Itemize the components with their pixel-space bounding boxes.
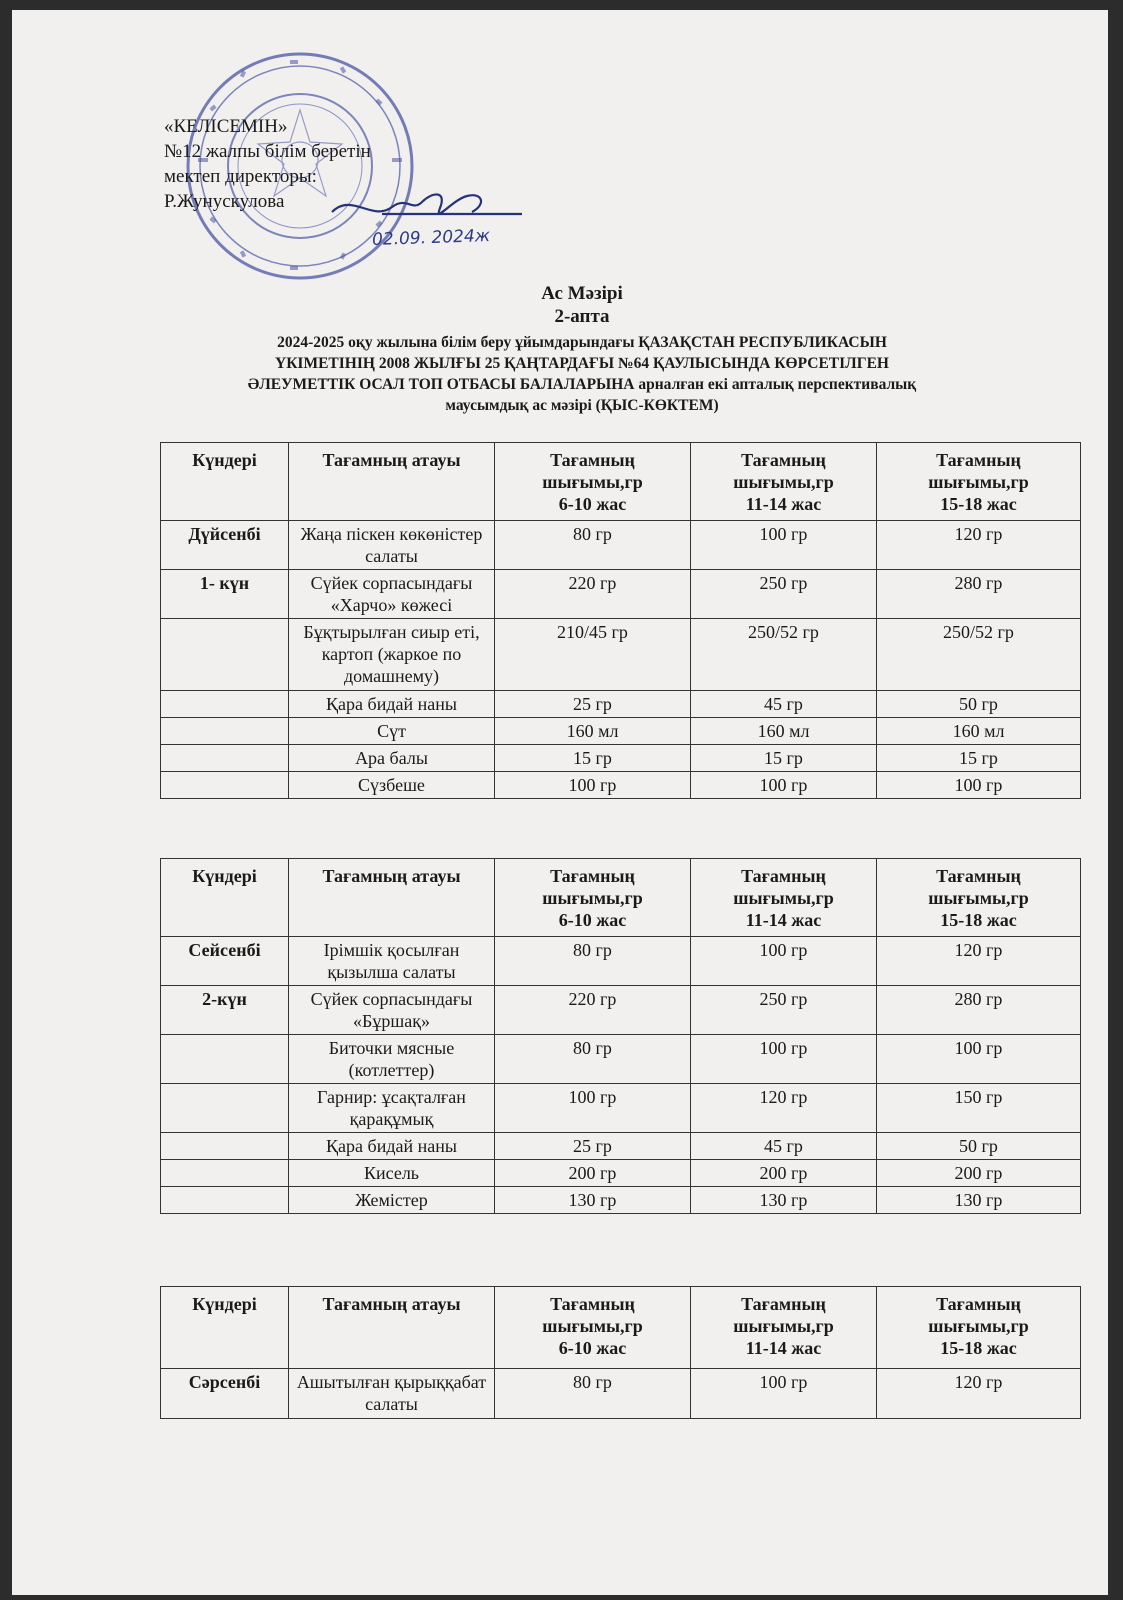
dish-cell: Гарнир: ұсақталған қарақұмық: [289, 1084, 495, 1133]
amount-15-18-cell: 280 гр: [877, 570, 1081, 619]
menu-table-day-3: [160, 1286, 1081, 1419]
amount-6-10-cell: 210/45 гр: [495, 619, 691, 691]
header-age-15-18: [877, 859, 1081, 937]
document-page: [12, 10, 1108, 1595]
amount-11-14-cell: 100 гр: [691, 772, 877, 799]
header-line: Тағамның: [550, 866, 635, 886]
amount-11-14-cell: 100 гр: [691, 1369, 877, 1419]
dish-cell: Ара балы: [289, 745, 495, 772]
amount-11-14-cell: 250 гр: [691, 570, 877, 619]
day-cell: [161, 772, 289, 799]
amount-11-14-cell: 45 гр: [691, 1133, 877, 1160]
subtitle-line-1: 2024-2025 оқу жылына білім беру ұйымдарындағы ҚАЗАҚСТАН РЕСПУБЛИКАСЫН: [277, 334, 887, 351]
header-line: Тағамның: [741, 1294, 826, 1314]
amount-15-18-cell: 200 гр: [877, 1160, 1081, 1187]
amount-11-14-cell: 160 мл: [691, 718, 877, 745]
header-age-15-18: [877, 443, 1081, 521]
dish-cell: Қара бидай наны: [289, 691, 495, 718]
table-row: [161, 718, 1081, 745]
header-age-11-14: [691, 443, 877, 521]
day-cell: [161, 1187, 289, 1214]
table-row: [161, 1035, 1081, 1084]
table-row: [161, 1133, 1081, 1160]
header-age-15-18: [877, 1287, 1081, 1369]
amount-15-18-cell: 150 гр: [877, 1084, 1081, 1133]
day-cell: [161, 619, 289, 691]
amount-15-18-cell: 100 гр: [877, 772, 1081, 799]
amount-11-14-cell: 15 гр: [691, 745, 877, 772]
amount-6-10-cell: 25 гр: [495, 1133, 691, 1160]
day-cell: [161, 1035, 289, 1084]
header-age-6-10: [495, 859, 691, 937]
day-cell: [161, 1084, 289, 1133]
subtitle-line-3: ӘЛЕУМЕТТІК ОСАЛ ТОП ОТБАСЫ БАЛАЛАРЫНА арналған екі апталық перспективалық: [247, 376, 917, 393]
amount-6-10-cell: 100 гр: [495, 772, 691, 799]
amount-15-18-cell: 50 гр: [877, 1133, 1081, 1160]
header-line: 11-14 жас: [745, 910, 822, 930]
amount-6-10-cell: 200 гр: [495, 1160, 691, 1187]
document-heading: [142, 282, 1022, 416]
document-subtitle: [142, 332, 1022, 416]
header-line: шығымы,гр: [733, 472, 834, 492]
header-dish: Тағамның атауы: [289, 859, 495, 937]
dish-cell: Ірімшік қосылған қызылша салаты: [289, 937, 495, 986]
approval-name: Р.Жунускулова: [164, 191, 285, 212]
header-age-11-14: [691, 859, 877, 937]
amount-15-18-cell: 120 гр: [877, 1369, 1081, 1419]
amount-11-14-cell: 100 гр: [691, 521, 877, 570]
table-row: [161, 521, 1081, 570]
table-row: [161, 772, 1081, 799]
document-title: Ас Мәзірі: [541, 283, 623, 304]
day-cell: 1- күн: [161, 570, 289, 619]
amount-15-18-cell: 250/52 гр: [877, 619, 1081, 691]
table-row: [161, 619, 1081, 691]
amount-15-18-cell: 100 гр: [877, 1035, 1081, 1084]
header-line: 11-14 жас: [745, 1338, 822, 1358]
table-row: [161, 1084, 1081, 1133]
amount-11-14-cell: 100 гр: [691, 1035, 877, 1084]
header-line: шығымы,гр: [928, 472, 1029, 492]
amount-6-10-cell: 80 гр: [495, 1035, 691, 1084]
header-line: 15-18 жас: [940, 494, 1017, 514]
header-age-6-10: [495, 443, 691, 521]
amount-11-14-cell: 120 гр: [691, 1084, 877, 1133]
amount-11-14-cell: 45 гр: [691, 691, 877, 718]
amount-6-10-cell: 80 гр: [495, 937, 691, 986]
header-line: шығымы,гр: [542, 472, 643, 492]
amount-6-10-cell: 130 гр: [495, 1187, 691, 1214]
amount-6-10-cell: 220 гр: [495, 570, 691, 619]
header-line: Тағамның: [550, 450, 635, 470]
header-line: Тағамның: [936, 866, 1021, 886]
header-line: Тағамның: [936, 1294, 1021, 1314]
header-line: шығымы,гр: [542, 888, 643, 908]
header-dish: Тағамның атауы: [289, 1287, 495, 1369]
document-week: 2-апта: [554, 306, 610, 327]
dish-cell: Кисель: [289, 1160, 495, 1187]
amount-15-18-cell: 120 гр: [877, 937, 1081, 986]
header-line: шығымы,гр: [542, 1316, 643, 1336]
header-line: 6-10 жас: [558, 1338, 627, 1358]
subtitle-line-2: ҮКІМЕТІНІҢ 2008 ЖЫЛҒЫ 25 ҚАҢТАРДАҒЫ №64 ҚАУЛЫСЫНДА КӨРСЕТІЛГЕН: [275, 355, 889, 372]
table-row: [161, 745, 1081, 772]
approval-school: №12 жалпы білім беретін: [164, 141, 371, 162]
header-line: 6-10 жас: [558, 494, 627, 514]
amount-6-10-cell: 80 гр: [495, 1369, 691, 1419]
header-line: 6-10 жас: [558, 910, 627, 930]
amount-6-10-cell: 15 гр: [495, 745, 691, 772]
day-cell: [161, 718, 289, 745]
header-line: 11-14 жас: [745, 494, 822, 514]
amount-11-14-cell: 100 гр: [691, 937, 877, 986]
header-days: Күндері: [161, 443, 289, 521]
day-cell: Дүйсенбі: [161, 521, 289, 570]
header-days: Күндері: [161, 859, 289, 937]
header-line: шығымы,гр: [928, 888, 1029, 908]
header-age-11-14: [691, 1287, 877, 1369]
amount-15-18-cell: 130 гр: [877, 1187, 1081, 1214]
menu-table-day-1: [160, 442, 1081, 799]
day-cell: 2-күн: [161, 986, 289, 1035]
table-header-row: [161, 859, 1081, 937]
table-row: [161, 986, 1081, 1035]
day-cell: [161, 1160, 289, 1187]
amount-6-10-cell: 80 гр: [495, 521, 691, 570]
header-line: Тағамның: [741, 450, 826, 470]
dish-cell: Биточки мясные (котлеттер): [289, 1035, 495, 1084]
dish-cell: Сүзбеше: [289, 772, 495, 799]
amount-15-18-cell: 15 гр: [877, 745, 1081, 772]
dish-cell: Сүйек сорпасындағы «Харчо» көжесі: [289, 570, 495, 619]
header-line: шығымы,гр: [733, 888, 834, 908]
signature-date: 02.09. 2024ж: [371, 225, 491, 251]
day-cell: [161, 1133, 289, 1160]
day-cell: [161, 745, 289, 772]
header-line: шығымы,гр: [733, 1316, 834, 1336]
subtitle-line-4: маусымдық ас мәзірі (ҚЫС-КӨКТЕМ): [445, 397, 719, 414]
amount-11-14-cell: 250 гр: [691, 986, 877, 1035]
day-cell: Сәрсенбі: [161, 1369, 289, 1419]
table-row: [161, 691, 1081, 718]
header-line: 15-18 жас: [940, 910, 1017, 930]
day-cell: [161, 691, 289, 718]
dish-cell: Сүйек сорпасындағы «Бұршақ»: [289, 986, 495, 1035]
menu-table-day-2: [160, 858, 1081, 1214]
dish-cell: Сүт: [289, 718, 495, 745]
amount-15-18-cell: 160 мл: [877, 718, 1081, 745]
amount-6-10-cell: 100 гр: [495, 1084, 691, 1133]
approval-position: мектеп директоры:: [164, 166, 317, 187]
dish-cell: Ашытылған қырыққабат салаты: [289, 1369, 495, 1419]
amount-15-18-cell: 50 гр: [877, 691, 1081, 718]
header-line: Тағамның: [936, 450, 1021, 470]
header-line: шығымы,гр: [928, 1316, 1029, 1336]
amount-6-10-cell: 220 гр: [495, 986, 691, 1035]
table-row: [161, 1160, 1081, 1187]
header-dish: Тағамның атауы: [289, 443, 495, 521]
header-line: Тағамның: [741, 866, 826, 886]
day-cell: Сейсенбі: [161, 937, 289, 986]
table-row: [161, 1369, 1081, 1419]
dish-cell: Қара бидай наны: [289, 1133, 495, 1160]
amount-11-14-cell: 250/52 гр: [691, 619, 877, 691]
header-line: Тағамның: [550, 1294, 635, 1314]
dish-cell: Жаңа піскен көкөністер салаты: [289, 521, 495, 570]
amount-15-18-cell: 120 гр: [877, 521, 1081, 570]
dish-cell: Жемістер: [289, 1187, 495, 1214]
amount-11-14-cell: 130 гр: [691, 1187, 877, 1214]
table-row: [161, 570, 1081, 619]
header-days: Күндері: [161, 1287, 289, 1369]
amount-11-14-cell: 200 гр: [691, 1160, 877, 1187]
amount-6-10-cell: 25 гр: [495, 691, 691, 718]
amount-15-18-cell: 280 гр: [877, 986, 1081, 1035]
approval-title: «КЕЛІСЕМІН»: [164, 116, 288, 137]
table-header-row: [161, 1287, 1081, 1369]
table-row: [161, 937, 1081, 986]
header-line: 15-18 жас: [940, 1338, 1017, 1358]
header-age-6-10: [495, 1287, 691, 1369]
amount-6-10-cell: 160 мл: [495, 718, 691, 745]
dish-cell: Бұқтырылған сиыр еті, картоп (жаркое по домашнему): [289, 619, 495, 691]
table-header-row: [161, 443, 1081, 521]
table-row: [161, 1187, 1081, 1214]
